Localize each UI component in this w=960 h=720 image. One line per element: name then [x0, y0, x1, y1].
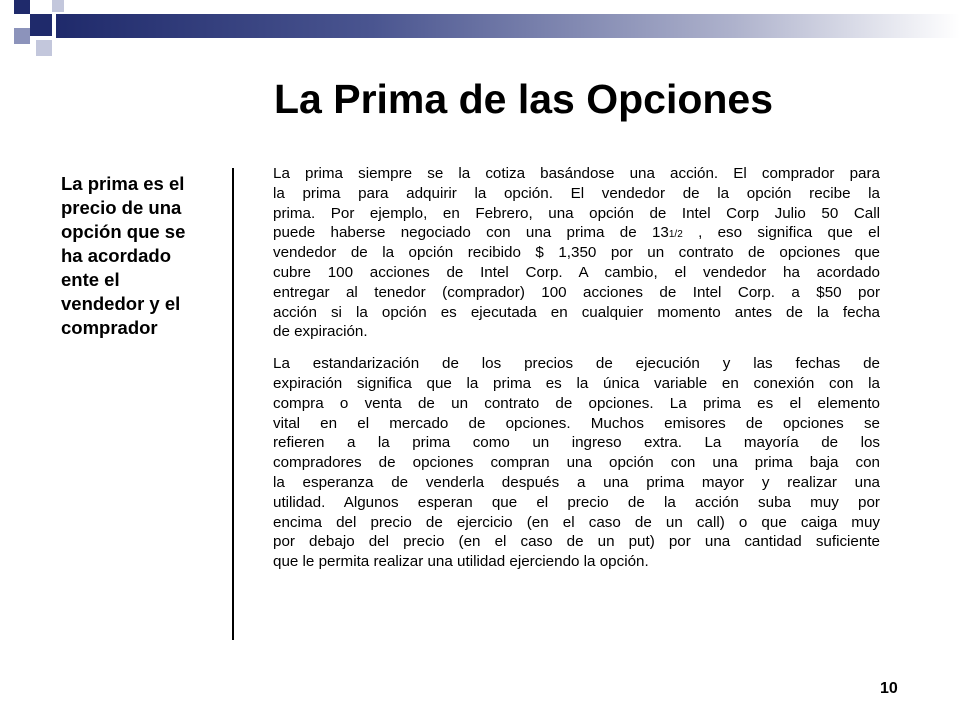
decorative-square: [30, 14, 52, 36]
sidebar-line: vendedor y el: [61, 293, 181, 314]
paragraph-1: [273, 164, 880, 342]
decorative-square: [52, 0, 64, 12]
text-segment: , eso significa que el: [682, 224, 880, 242]
sidebar-line: ente el: [61, 269, 120, 290]
sidebar-definition: [61, 172, 221, 340]
text-line: compradores de opciones compran una opción con una prima baja con: [273, 454, 880, 472]
text-line: [273, 223, 880, 243]
text-line: acción si la opción es ejecutada en cualquier momento antes de la fecha: [273, 303, 880, 321]
text-line: la prima para adquirir la opción. El vendedor de la opción recibe la: [273, 184, 880, 202]
text-line: refieren a la prima como un ingreso extra. La mayoría de los: [273, 434, 880, 452]
text-line: La estandarización de los precios de ejecución y las fechas de: [273, 355, 880, 373]
text-line: expiración significa que la prima es la única variable en conexión con la: [273, 374, 880, 392]
slide-title: La Prima de las Opciones: [274, 76, 774, 122]
text-line: por debajo del precio (en el caso de un put) por una cantidad suficiente: [273, 533, 880, 551]
text-line: entregar al tenedor (comprador) 100 acciones de Intel Corp. a $50 por: [273, 283, 880, 301]
text-line: compra o venta de un contrato de opciones. La prima es el elemento: [273, 394, 880, 412]
sidebar-line: precio de una: [61, 197, 182, 218]
decorative-square: [36, 40, 52, 56]
text-line: de expiración.: [273, 323, 368, 341]
body-text: [273, 164, 880, 572]
text-line: que le permita realizar una utilidad ejerciendo la opción.: [273, 553, 649, 571]
text-segment: puede haberse negociado con una prima de 13: [273, 224, 669, 242]
decorative-square: [14, 0, 30, 14]
sidebar-line: ha acordado: [61, 245, 171, 266]
text-line: encima del precio de ejercicio (en el caso de un call) o que caiga muy: [273, 513, 880, 531]
sidebar-line: comprador: [61, 317, 158, 338]
fraction: 1/2: [668, 229, 683, 241]
text-line: la esperanza de venderla después a una prima mayor y realizar una: [273, 473, 880, 491]
text-line: prima. Por ejemplo, en Febrero, una opción de Intel Corp Julio 50 Call: [273, 204, 880, 222]
decorative-square: [14, 28, 30, 44]
paragraph-2: [273, 354, 880, 572]
page-number: 10: [880, 680, 898, 697]
text-line: utilidad. Algunos esperan que el precio de la acción suba muy por: [273, 493, 880, 511]
sidebar-line: La prima es el: [61, 173, 185, 194]
text-line: La prima siempre se la cotiza basándose una acción. El comprador para: [273, 165, 880, 182]
header-gradient-bar: [56, 14, 960, 38]
vertical-divider: [232, 168, 234, 640]
sidebar-line: opción que se: [61, 221, 186, 242]
text-line: cubre 100 acciones de Intel Corp. A cambio, el vendedor ha acordado: [273, 263, 880, 281]
text-line: vendedor de la opción recibido $ 1,350 por un contrato de opciones que: [273, 244, 880, 262]
text-line: vital en el mercado de opciones. Muchos emisores de opciones se: [273, 414, 880, 432]
